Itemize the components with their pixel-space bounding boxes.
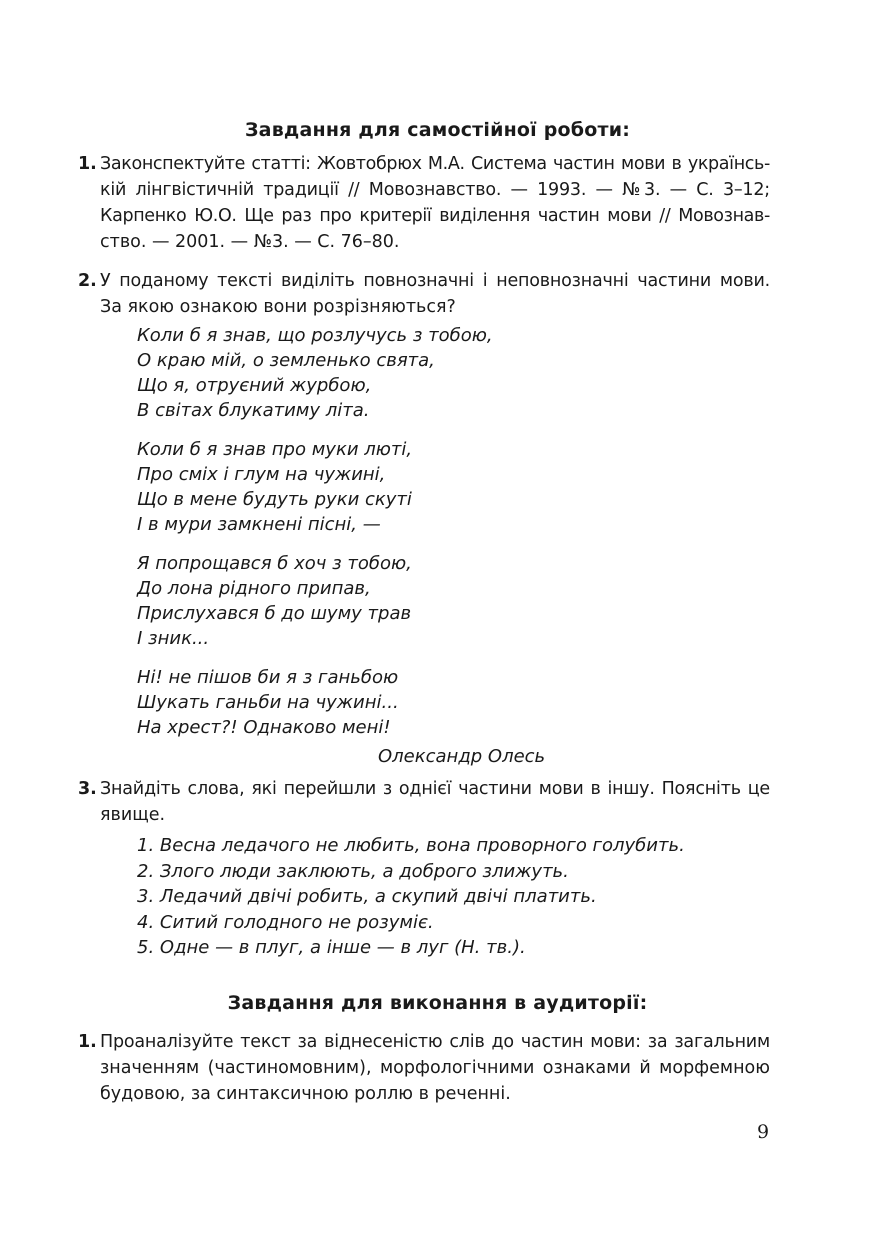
poem-line: О краю мій, о земленько свята, (137, 350, 435, 371)
poem-line: Я попрощався б хоч з тобою, (137, 553, 412, 574)
task-number: 1. (78, 154, 97, 174)
self-work-heading: Завдання для самостійної роботи: (244, 119, 631, 141)
page-number: 9 (757, 1121, 770, 1143)
poem-line: В світах блукатиму літа. (137, 400, 370, 421)
poem-line: Прислухався б до шуму трав (137, 603, 412, 624)
self-work-task-1 (78, 151, 770, 255)
proverb-item: 4. Ситий голодного не розуміє. (137, 911, 434, 933)
poem-line: До лона рідного припав, (137, 578, 371, 599)
proverb-item: 1. Весна ледачого не любить, вона проворного голубить. (137, 835, 685, 856)
task-line: У поданому тексті виділіть повнозначні і неповнозначні частини мови. (100, 271, 770, 291)
task-line: Знайдіть слова, які перейшли з однієї частини мови в іншу. Поясніть це (100, 779, 770, 799)
task-number: 3. (78, 779, 97, 799)
poem-line: Про сміх і глум на чужині, (137, 464, 386, 485)
poem-line: Що я, отруєний журбою, (137, 375, 372, 396)
poem-line: На хрест?! Однаково мені! (137, 717, 391, 738)
poem-stanza (137, 323, 493, 423)
poem-author: Олександр Олесь (378, 746, 546, 767)
proverb-item: 5. Одне — в плуг, а інше — в луг (Н. тв.). (137, 937, 526, 958)
self-work-task-2 (78, 268, 770, 320)
task-line: ство. — 2001. — №3. — С. 76–80. (100, 232, 400, 252)
task-line: Карпенко Ю.О. Ще раз про критерії виділення частин мови // Мовознав- (100, 206, 770, 226)
task-line: кій лінгвістичній традиції // Мовознавство. — 1993. — №3. — С. 3–12; (100, 180, 770, 200)
task-line: Законспектуйте статті: Жовтобрюх М.А. Система частин мови в українсь- (100, 154, 770, 174)
poem-line: І зник... (137, 628, 210, 649)
task-line: будовою, за синтаксичною роллю в реченні. (100, 1084, 511, 1104)
proverbs-list (137, 833, 685, 961)
classroom-task-1 (78, 1029, 770, 1107)
poem-line: Ні! не пішов би я з ганьбою (137, 667, 399, 688)
poem-stanza (137, 437, 412, 537)
task-number: 1. (78, 1032, 97, 1052)
poem-line: Шукать ганьби на чужині... (137, 692, 399, 713)
poem-line: Коли б я знав про муки люті, (137, 439, 413, 460)
poem-line: І в мури замкнені пісні, — (137, 514, 381, 535)
poem-stanza (137, 665, 399, 740)
classroom-work-heading: Завдання для виконання в аудиторії: (227, 992, 648, 1014)
task-line: значенням (частиномовним), морфологічними ознаками й морфемною (100, 1058, 770, 1078)
poem-line: Що в мене будуть руки скуті (137, 489, 412, 510)
task-line: Проаналізуйте текст за віднесеністю слів до частин мови: за загальним (100, 1032, 770, 1052)
proverb-item: 2. Злого люди заклюють, а доброго злижуть. (137, 860, 569, 882)
self-work-task-3 (78, 776, 770, 828)
poem-line: Коли б я знав, що розлучусь з тобою, (137, 325, 493, 346)
poem-stanza (137, 551, 412, 651)
task-line: За якою ознакою вони розрізняються? (100, 297, 456, 317)
task-number: 2. (78, 271, 97, 291)
task-line: явище. (100, 805, 166, 825)
proverb-item: 3. Ледачий двічі робить, а скупий двічі платить. (137, 886, 597, 907)
